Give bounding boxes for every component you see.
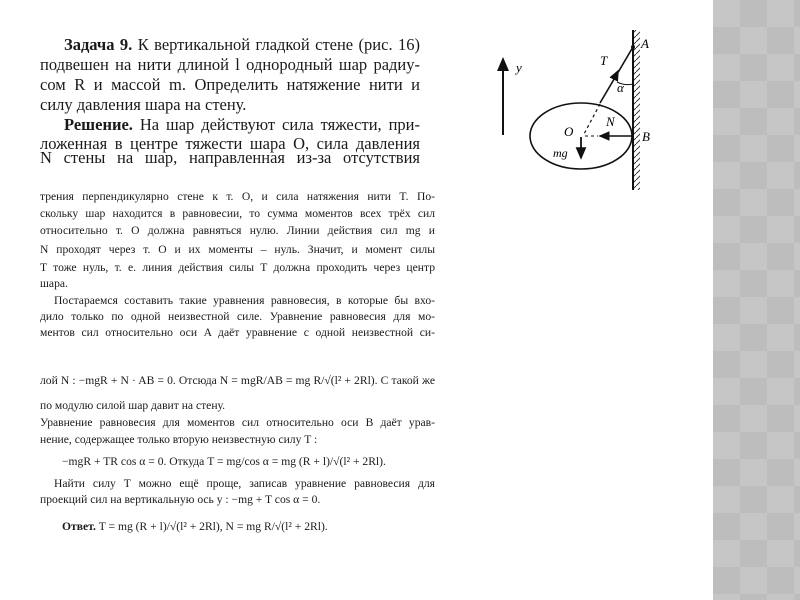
solution-line: Уравнение равновесия для моментов сил относительно оси B даёт урав- (40, 416, 435, 429)
solution-equation-line: лой N : −mgR + N · AB = 0. Отсюда N = mgR/AB = mg R/√(l² + 2Rl). С такой же (40, 374, 435, 387)
problem-line-text: На шар действуют сила тяжести, при- (132, 115, 420, 134)
point-a-label: A (641, 36, 649, 51)
tension-label: T (600, 53, 608, 68)
solution-line: по модулю силой шар давит на стену. (40, 399, 226, 412)
problem-line-text: К вертикальной гладкой стене (рис. 16) (132, 35, 421, 54)
solution-line: нение, содержащее только вторую неизвестную силу T : (40, 433, 318, 446)
solution-line: ментов сил относительно оси A даёт уравнение с одной неизвестной си- (40, 326, 435, 339)
point-b-label: B (642, 129, 650, 144)
problem-line: N стены на шар, направленная из-за отсутствия (40, 148, 420, 167)
problem-line: ложенная в центре тяжести шара O, сила давления (40, 134, 420, 153)
problem-line: силу давления шара на стену. (40, 95, 247, 114)
solution-line: Постараемся составить такие уравнения равновесия, в которые бы вхо- (54, 294, 435, 307)
solution-equation-line: −mgR + TR cos α = 0. Откуда T = mg/cos α = mg (R + l)/√(l² + 2Rl). (62, 455, 386, 468)
solution-line: Найти силу T можно ещё проще, записав уравнение равновесия для (54, 477, 435, 490)
answer-heading: Ответ. (62, 520, 96, 533)
problem-line: подвешен на нити длиной l однородный шар радиу- (40, 55, 420, 74)
thread-extension (584, 104, 600, 134)
wall-hatching (633, 30, 640, 190)
gravity-label: mg (553, 146, 568, 160)
point-a (631, 45, 635, 49)
solution-line: проекций сил на вертикальную ось y : −mg + T cos α = 0. (40, 493, 321, 506)
solution-line: трения перпендикулярно стене к т. O, и сила натяжения нити T. По- (40, 190, 435, 203)
normal-label: N (606, 114, 615, 129)
center-label: O (564, 124, 574, 139)
solution-line: скольку шар находится в равновесии, то сумма моментов всех трёх сил (40, 207, 435, 220)
solution-line: относительно т. O должна равняться нулю. Линии действия сил mg и (40, 224, 435, 237)
axis-label: y (516, 60, 522, 75)
problem-line: сом R и массой m. Определить натяжение нити и (40, 75, 420, 94)
solution-line: шара. (40, 277, 68, 290)
solution-heading: Решение. (64, 115, 133, 134)
solution-line: дило только по одной неизвестной силе. Уравнение равновесия для мо- (40, 310, 435, 323)
solution-line: T тоже нуль, т. е. линия действия силы T должна проходить через центр (40, 261, 435, 274)
solution-line: N проходят через т. O и их моменты – нуль. Значит, и момент силы (40, 243, 435, 256)
angle-label: α (617, 80, 624, 95)
problem-heading: Задача 9. (64, 35, 133, 54)
answer-text: T = mg (R + l)/√(l² + 2Rl), N = mg R/√(l² + 2Rl). (95, 520, 328, 533)
